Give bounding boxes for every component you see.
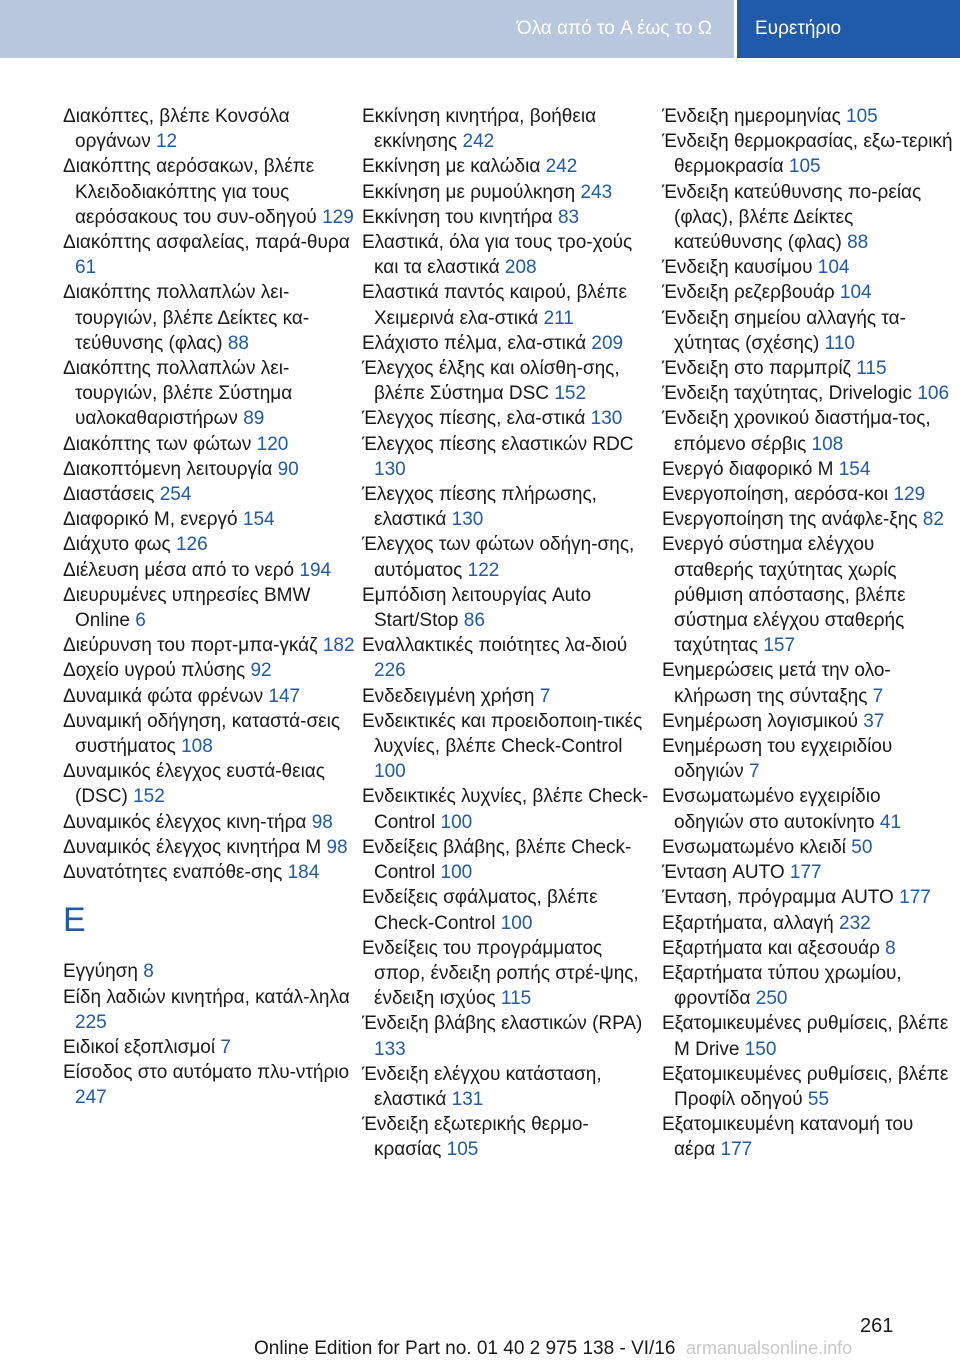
index-entry-text: Ένδειξη ελέγχου κατάσταση, ελαστικά (362, 1063, 602, 1110)
index-page-link[interactable]: 105 (788, 156, 821, 178)
index-entry (362, 835, 654, 885)
index-entry (662, 482, 954, 507)
index-entry (662, 129, 954, 179)
index-entry-text: Ενδείξεις του προγράμματος σπορ, ένδειξη ροπής στρέ‐ψης, ένδειξη ισχύος (362, 937, 639, 1010)
index-entry (662, 911, 954, 936)
index-page-link[interactable]: 104 (839, 282, 872, 304)
index-entry (63, 154, 355, 230)
index-page-link[interactable]: 242 (462, 131, 495, 153)
index-entry-text: Εμπόδιση λειτουργίας Auto Start/Stop (362, 584, 592, 632)
index-page-link[interactable]: 86 (463, 610, 485, 632)
index-entry-text: Είδη λαδιών κινητήρα, κατάλ‐ληλα (63, 986, 350, 1008)
index-page-link[interactable]: 90 (277, 458, 299, 480)
index-entry (662, 658, 954, 708)
index-page-link[interactable]: 115 (500, 988, 532, 1010)
index-entry (63, 1060, 355, 1110)
index-entry-text: Διαστάσεις (63, 484, 155, 506)
index-entry-text: Εξαρτήματα τύπου χρωμίου, φροντίδα (662, 962, 902, 1010)
index-entry (662, 1062, 954, 1112)
index-entry-text: Εκκίνηση με ρυμούλκηση (362, 181, 576, 203)
watermark: armanualsonline.info (686, 1338, 853, 1358)
index-entry-text: Ενημέρωση του εγχειριδίου οδηγιών (662, 736, 893, 783)
index-entry (362, 684, 654, 709)
index-column-1 (63, 104, 355, 1111)
index-column-2 (362, 104, 654, 1163)
index-entry (662, 1011, 954, 1061)
index-entry-text: Διακόπτης πολλαπλών λει‐τουργιών, βλέπε Σύστημα υαλοκαθαριστήρων (63, 358, 293, 430)
index-entry (362, 784, 654, 834)
index-entry-text: Εξαρτήματα και αξεσουάρ (662, 937, 880, 959)
index-entry (362, 356, 654, 406)
index-entry (63, 356, 355, 432)
index-page-link[interactable]: 150 (744, 1038, 777, 1060)
index-page-link[interactable]: 61 (75, 257, 97, 279)
page-number: 261 (860, 1315, 894, 1337)
index-entry-text: Εγγύηση (63, 961, 138, 983)
index-entry (362, 180, 654, 205)
index-page-link[interactable]: 89 (243, 408, 265, 430)
index-entry-text: Ένδειξη καυσίμου (662, 257, 813, 279)
index-entry-text: Εναλλακτικές ποιότητες λα‐διού (362, 635, 628, 657)
index-entry-text: Ενεργοποίηση της ανάφλε‐ξης (662, 509, 918, 531)
index-entry-text: Εξατομικευμένες ρυθμίσεις, βλέπε Προφίλ οδηγού (662, 1063, 949, 1110)
index-entry-text: Διάχυτο φως (63, 534, 171, 556)
index-entry (63, 860, 355, 885)
index-page-link[interactable]: 100 (500, 912, 533, 934)
index-page-link[interactable]: 110 (824, 332, 855, 354)
index-page-link[interactable]: 133 (374, 1038, 406, 1060)
index-entry-text: Εκκίνηση κινητήρα, βοήθεια εκκίνησης (362, 106, 597, 153)
index-page-link[interactable]: 129 (893, 484, 926, 506)
index-entry (63, 482, 355, 507)
index-entry-text: Διακόπτης αερόσακων, βλέπε Κλειδοδιακόπτης για τους αερόσακους του συν‐οδηγού (63, 156, 317, 228)
index-entry (362, 154, 654, 179)
index-entry-text: Ενδεικτικές και προειδοποιη‐τικές λυχνίες, βλέπε Check-Control (362, 710, 643, 758)
index-page-link[interactable]: 226 (374, 660, 406, 682)
index-entry (63, 633, 355, 658)
index-entry-text: Ενδείξεις βλάβης, βλέπε Check-Control (362, 836, 632, 884)
index-page-link[interactable]: 211 (543, 307, 574, 329)
index-entry (662, 784, 954, 834)
index-entry (63, 583, 355, 633)
index-page-link[interactable]: 254 (159, 484, 192, 506)
index-entry-text: Εξατομικευμένες ρυθμίσεις, βλέπε M Drive (662, 1013, 949, 1060)
index-page-link[interactable]: 147 (268, 685, 301, 707)
index-page-link[interactable]: 177 (789, 862, 822, 884)
index-entry-text: Διακόπτης ασφαλείας, παρά‐θυρα (63, 232, 350, 254)
index-entry-text: Ειδικοί εξοπλισμοί (63, 1036, 216, 1058)
index-entry (662, 280, 954, 305)
index-entry (362, 583, 654, 633)
index-entry (63, 432, 355, 457)
index-page-link[interactable]: 177 (720, 1139, 753, 1161)
section-title-bar[interactable] (0, 0, 734, 58)
index-tab-label: Ευρετήριο (755, 18, 842, 39)
index-entry-text: Ένδειξη κατεύθυνσης πο‐ρείας (φλας), βλέπε Δείκτες κατεύθυνσης (φλας) (662, 181, 922, 254)
index-page-link[interactable]: 154 (242, 509, 275, 531)
index-entry-text: Ενδεικτικές λυχνίες, βλέπε Check-Control (362, 786, 649, 833)
index-page-link[interactable]: 131 (451, 1088, 484, 1110)
index-entry (63, 558, 355, 583)
index-page-link[interactable]: 83 (557, 206, 580, 228)
index-page-link[interactable]: 250 (755, 988, 788, 1010)
index-page-link[interactable]: 82 (922, 509, 944, 531)
index-entry-text: Διακόπτης πολλαπλών λει‐τουργιών, βλέπε Δείκτες κα‐τεύθυνσης (φλας) (63, 282, 310, 354)
index-entry-text: Ενεργό σύστημα ελέγχου σταθερής ταχύτητας χωρίς ρύθμιση απόστασης, βλέπε σύστημα ελέγχου σταθερής ταχύτητας (662, 534, 906, 657)
index-entry (362, 936, 654, 1012)
index-entry-text: Ένταση, πρόγραμμα AUTO (662, 887, 894, 909)
index-entry (362, 432, 654, 482)
index-entry-text: Ένδειξη ταχύτητας, Drivelogic (662, 383, 913, 405)
index-entry (662, 532, 954, 658)
index-page-link[interactable]: 194 (299, 559, 332, 581)
index-entry-text: Έλεγχος των φώτων οδήγη‐σης, αυτόματος (362, 534, 635, 581)
index-page-link[interactable]: 37 (863, 710, 885, 732)
index-page-link[interactable]: 8 (885, 937, 896, 959)
index-entry (662, 507, 954, 532)
index-entry-text: Δυναμικός έλεγχος κινη‐τήρα (63, 811, 307, 833)
index-entry (362, 885, 654, 935)
index-page-link[interactable]: 8 (143, 961, 154, 983)
index-page-link[interactable]: 7 (872, 685, 884, 707)
index-page-link[interactable]: 157 (763, 635, 796, 657)
index-page-link[interactable]: 122 (467, 559, 500, 581)
index-entry-text: Ένδειξη χρονικού διαστήμα‐τος, επόμενο σέρβις (662, 408, 931, 455)
index-page-link[interactable]: 184 (287, 862, 320, 884)
index-page-link[interactable]: 105 (846, 106, 878, 127)
index-page-link[interactable]: 100 (440, 811, 473, 833)
index-tab[interactable] (737, 0, 960, 58)
index-entry-text: Ένδειξη εξωτερικής θερμο‐κρασίας (362, 1114, 589, 1161)
index-entry (662, 180, 954, 256)
index-entry-text: Διεύρυνση του πορτ-μπα‐γκάζ (63, 635, 318, 657)
index-page-link[interactable]: 232 (839, 912, 871, 934)
index-entry (63, 104, 355, 154)
index-entry-text: Ενδείξεις σφάλματος, βλέπε Check-Control (362, 887, 598, 934)
index-page-link[interactable]: 6 (135, 610, 146, 632)
index-entry (63, 759, 355, 809)
index-column-3 (662, 104, 954, 1163)
index-page-link[interactable]: 115 (856, 358, 887, 380)
index-entry (63, 835, 355, 860)
index-entry (362, 482, 654, 532)
index-entry (662, 255, 954, 280)
index-entry (63, 1035, 355, 1060)
index-page-link[interactable]: 104 (817, 257, 850, 279)
index-entry-text: Ένδειξη βλάβης ελαστικών (RPA) (362, 1013, 643, 1035)
index-entry (662, 961, 954, 1011)
index-entry (662, 306, 954, 356)
index-page-link[interactable]: 126 (175, 534, 208, 556)
index-entry (63, 959, 355, 984)
index-entry-text: Εκκίνηση του κινητήρα (362, 206, 553, 228)
index-page-link[interactable]: 100 (440, 862, 473, 884)
index-page-link[interactable]: 130 (374, 458, 406, 480)
index-page-link[interactable]: 120 (256, 433, 289, 455)
index-entry-text: Έλεγχος πίεσης ελαστικών RDC (362, 433, 634, 455)
index-entry-text: Δοχείο υγρού πλύσης (63, 660, 246, 682)
index-entry-text: Διακοπτόμενη λειτουργία (63, 458, 273, 480)
index-entry-text: Δυναμικός έλεγχος ευστά‐θειας (DSC) (63, 761, 325, 808)
index-page-link[interactable]: 41 (879, 811, 902, 833)
index-entry (63, 684, 355, 709)
index-entry (63, 658, 355, 683)
index-entry-text: Ενεργό διαφορικό M (662, 458, 834, 480)
index-page-link[interactable]: 225 (75, 1011, 107, 1033)
index-page-link[interactable]: 100 (374, 761, 406, 783)
index-entry-text: Ένδειξη στο παρμπρίζ (662, 358, 851, 380)
index-entry (63, 280, 355, 356)
index-entry (63, 709, 355, 759)
index-entry (662, 734, 954, 784)
index-entry-text: Ενεργοποίηση, αερόσα‐κοι (662, 484, 889, 506)
index-entry-text: Εξατομικευμένη κατανομή του αέρα (662, 1114, 914, 1161)
index-entry-text: Δυναμικός έλεγχος κινητήρα M (63, 836, 322, 858)
index-entry (362, 280, 654, 330)
index-entry-text: Ένδειξη ρεζερβουάρ (662, 282, 835, 304)
index-entry-text: Έλεγχος πίεσης πλήρωσης, ελαστικά (362, 484, 597, 531)
edition-footer: Online Edition for Part no. 01 40 2 975 138 - VI/16 (254, 1338, 676, 1359)
index-page-link[interactable]: 7 (539, 685, 551, 707)
index-entry-text: Ενσωματωμένο κλειδί (662, 836, 846, 858)
index-entry (362, 1112, 654, 1162)
index-entry (63, 532, 355, 557)
index-entry-text: Ελάχιστο πέλμα, ελα‐στικά (362, 332, 587, 354)
index-page-link[interactable]: 50 (851, 836, 873, 858)
index-page-link[interactable]: 130 (590, 408, 623, 430)
index-entry (63, 457, 355, 482)
index-page-link[interactable]: 88 (227, 332, 249, 354)
index-entry (63, 985, 355, 1035)
index-page-link[interactable]: 98 (311, 811, 333, 833)
index-page-link[interactable]: 152 (554, 383, 587, 405)
index-entry (63, 810, 355, 835)
index-entry (662, 709, 954, 734)
index-entry (362, 331, 654, 356)
index-entry (362, 532, 654, 582)
index-entry (362, 709, 654, 785)
index-page-link[interactable]: 88 (847, 232, 869, 254)
index-page-link[interactable]: 154 (838, 458, 871, 480)
index-entry (662, 381, 954, 406)
index-entry-text: Έλεγχος έλξης και ολίσθη‐σης, βλέπε Σύστημα DSC (362, 358, 620, 405)
index-entry (362, 1011, 654, 1061)
index-page-link[interactable]: 105 (446, 1139, 479, 1161)
index-entry-text: Διαφορικό M, ενεργό (63, 509, 238, 531)
index-entry (662, 1112, 954, 1162)
index-entry (662, 835, 954, 860)
index-entry-text: Εξαρτήματα, αλλαγή (662, 912, 834, 934)
index-page-link[interactable]: 130 (451, 509, 484, 531)
index-page-link[interactable]: 12 (155, 131, 178, 153)
index-page-link[interactable]: 55 (807, 1088, 830, 1110)
index-entry (662, 104, 954, 129)
index-entry-text: Ένδειξη θερμοκρασίας, εξω‐τερική θερμοκρασία (662, 131, 953, 178)
index-entry (362, 406, 654, 431)
index-entry-text: Διευρυμένες υπηρεσίες BMW Online (63, 584, 311, 632)
index-entry-text: Ενημέρωση λογισμικού (662, 710, 858, 732)
index-entry (362, 104, 654, 154)
index-entry (662, 457, 954, 482)
section-title: Όλα από το A έως το Ω (516, 18, 712, 39)
index-entry-text: Έλεγχος πίεσης, ελα‐στικά (362, 408, 586, 430)
index-entry-text: Ενδεδειγμένη χρήση (362, 685, 535, 707)
index-entry-text: Ενσωματωμένο εγχειρίδιο οδηγιών στο αυτοκίνητο (662, 786, 881, 833)
index-entry (662, 356, 954, 381)
index-page-link[interactable]: 209 (591, 332, 624, 354)
index-section-letter: E (63, 901, 86, 940)
index-entry (362, 1062, 654, 1112)
index-entry (662, 860, 954, 885)
index-page-link[interactable]: 106 (917, 383, 950, 405)
index-page-link[interactable]: 7 (749, 761, 760, 783)
index-entry-text: Ένδειξη ημερομηνίας (662, 106, 841, 127)
index-entry (662, 885, 954, 910)
index-page-link[interactable]: 208 (504, 257, 537, 279)
index-entry-text: Ένταση AUTO (662, 862, 785, 884)
index-entry (63, 230, 355, 280)
index-entry-text: Εκκίνηση με καλώδια (362, 156, 541, 178)
index-page-link[interactable]: 7 (220, 1036, 231, 1058)
index-entry (362, 633, 654, 683)
index-entry-text: Ελαστικά, όλα για τους τρο‐χούς και τα ελαστικά (362, 232, 633, 279)
index-page-link[interactable]: 92 (250, 660, 272, 682)
index-entry (662, 936, 954, 961)
index-page-link[interactable]: 129 (322, 206, 354, 228)
index-entry-text: Είσοδος στο αυτόματο πλυ‐ντήριο (63, 1062, 350, 1084)
index-entry-text: Δυνατότητες εναπόθε‐σης (63, 862, 283, 884)
index-page-link[interactable]: 152 (133, 786, 165, 808)
index-entry-text: Ενημερώσεις μετά την ολο‐κλήρωση της σύνταξης (662, 660, 891, 707)
index-page-link[interactable]: 108 (811, 433, 844, 455)
index-entry-text: Διακόπτες, βλέπε Κονσόλα οργάνων (63, 106, 290, 153)
index-page-link[interactable]: 177 (899, 887, 931, 909)
index-page-link[interactable]: 243 (580, 181, 613, 203)
index-entry-text: Δυναμική οδήγηση, καταστά‐σεις συστήματος (63, 710, 341, 758)
index-entry-text: Δυναμικά φώτα φρένων (63, 685, 264, 707)
index-page-link[interactable]: 242 (545, 156, 578, 178)
index-page-link[interactable]: 182 (322, 635, 355, 657)
index-entry (362, 205, 654, 230)
index-entry-text: Ελαστικά παντός καιρού, βλέπε Χειμερινά ελα‐στικά (362, 282, 627, 329)
index-entry-text: Διέλευση μέσα από το νερό (63, 559, 295, 581)
index-entry (63, 507, 355, 532)
index-entry (362, 230, 654, 280)
index-entry (662, 406, 954, 456)
index-page-link[interactable]: 108 (181, 736, 213, 758)
index-page-link[interactable]: 247 (75, 1087, 107, 1109)
index-entry-text: Ένδειξη σημείου αλλαγής τα‐χύτητας (σχέσης) (662, 307, 906, 354)
index-page-link[interactable]: 98 (326, 836, 348, 858)
index-entry-text: Διακόπτης των φώτων (63, 433, 252, 455)
